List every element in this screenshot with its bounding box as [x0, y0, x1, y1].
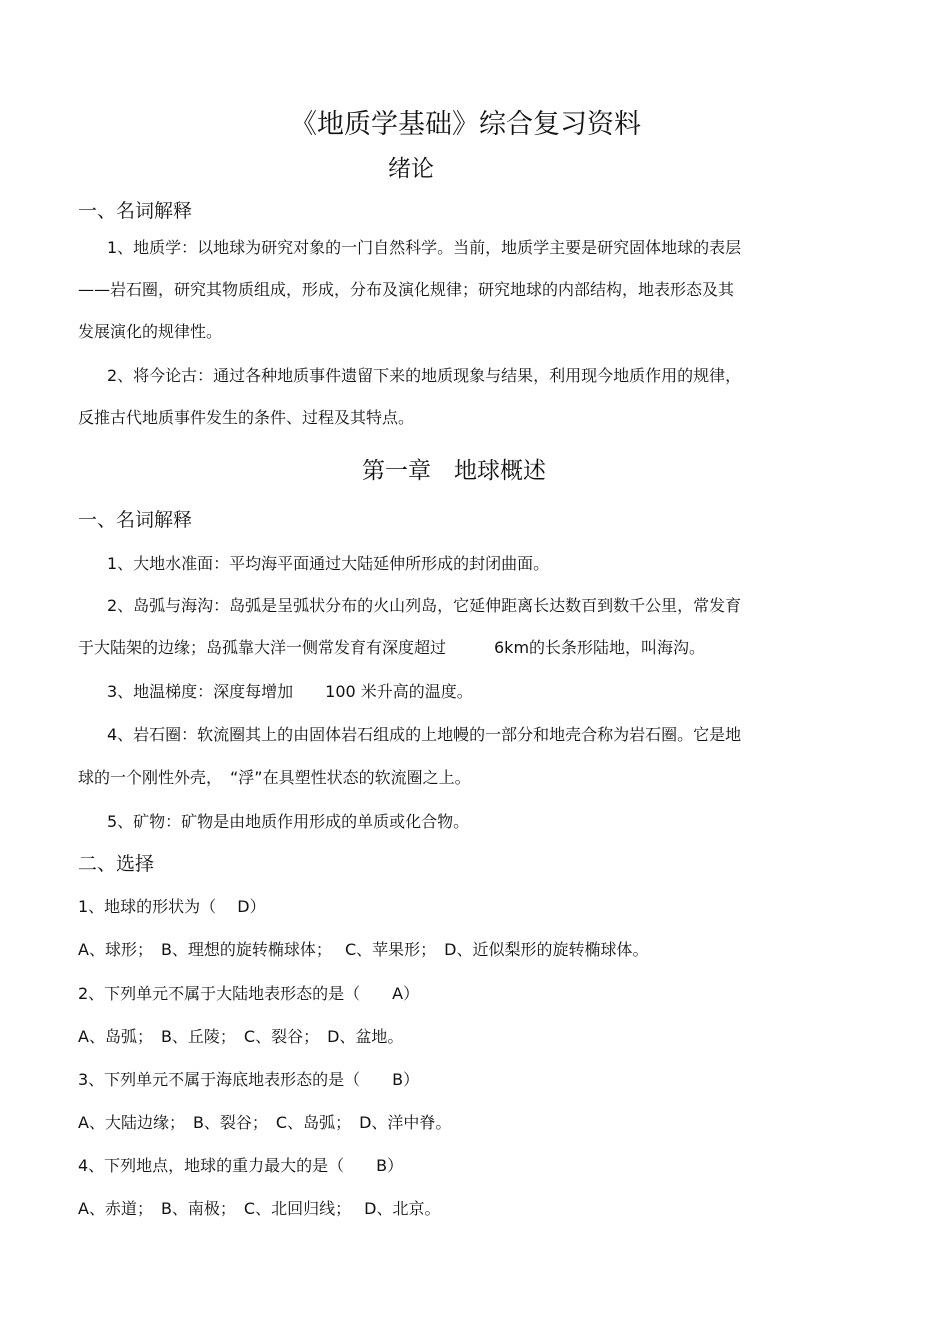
question-line: 3、下列单元不属于海底地表形态的是（ B） [78, 1070, 420, 1089]
chapter1-section-choice: 二、选择 [78, 853, 155, 875]
term-line: 球的一个刚性外壳， “浮”在具塑性状态的软流圈之上。 [78, 768, 471, 787]
option-line: A、岛弧； B、丘陵； C、裂谷； D、盆地。 [78, 1027, 404, 1046]
intro-heading: 绪论 [388, 156, 434, 182]
intro-line: 发展演化的规律性。 [78, 322, 223, 341]
chapter1-heading: 第一章 地球概述 [362, 458, 546, 484]
intro-line: 2、将今论古：通过各种地质事件遗留下来的地质现象与结果，利用现今地质作用的规律， [107, 366, 742, 385]
intro-line: 1、地质学：以地球为研究对象的一门自然科学。当前，地质学主要是研究固体地球的表层 [107, 238, 742, 257]
term-line: 3、地温梯度：深度每增加 100 米升高的温度。 [107, 682, 473, 701]
question-line: 1、地球的形状为（ D） [78, 897, 266, 916]
term-line: 2、岛弧与海沟：岛弧是呈弧状分布的火山列岛，它延伸距离长达数百到数千公里，常发育 [107, 596, 742, 615]
term-line: 1、大地水准面：平均海平面通过大陆延伸所形成的封闭曲面。 [107, 554, 550, 573]
question-line: 4、下列地点，地球的重力最大的是（ B） [78, 1156, 404, 1175]
question-line: 2、下列单元不属于大陆地表形态的是（ A） [78, 984, 420, 1003]
intro-line: ——岩石圈，研究其物质组成，形成，分布及演化规律；研究地球的内部结构，地表形态及其 [78, 280, 735, 299]
term-line: 5、矿物：矿物是由地质作用形成的单质或化合物。 [107, 812, 470, 831]
document-title: 《地质学基础》综合复习资料 [290, 109, 641, 140]
term-line: 4、岩石圈：软流圈其上的由固体岩石组成的上地幔的一部分和地壳合称为岩石圈。它是地 [107, 725, 742, 744]
option-line: A、大陆边缘； B、裂谷； C、岛弧； D、洋中脊。 [78, 1113, 452, 1132]
option-line: A、赤道； B、南极； C、北回归线； D、北京。 [78, 1199, 441, 1218]
option-line: A、球形； B、理想的旋转椭球体； C、苹果形； D、近似梨形的旋转椭球体。 [78, 940, 649, 959]
intro-section-terms: 一、名词解释 [78, 200, 193, 222]
intro-line: 反推古代地质事件发生的条件、过程及其特点。 [78, 408, 415, 427]
term-line: 于大陆架的边缘；岛孤靠大洋一侧常发育有深度超过 6km的长条形陆地，叫海沟。 [78, 638, 706, 657]
chapter1-section-terms: 一、名词解释 [78, 509, 193, 531]
